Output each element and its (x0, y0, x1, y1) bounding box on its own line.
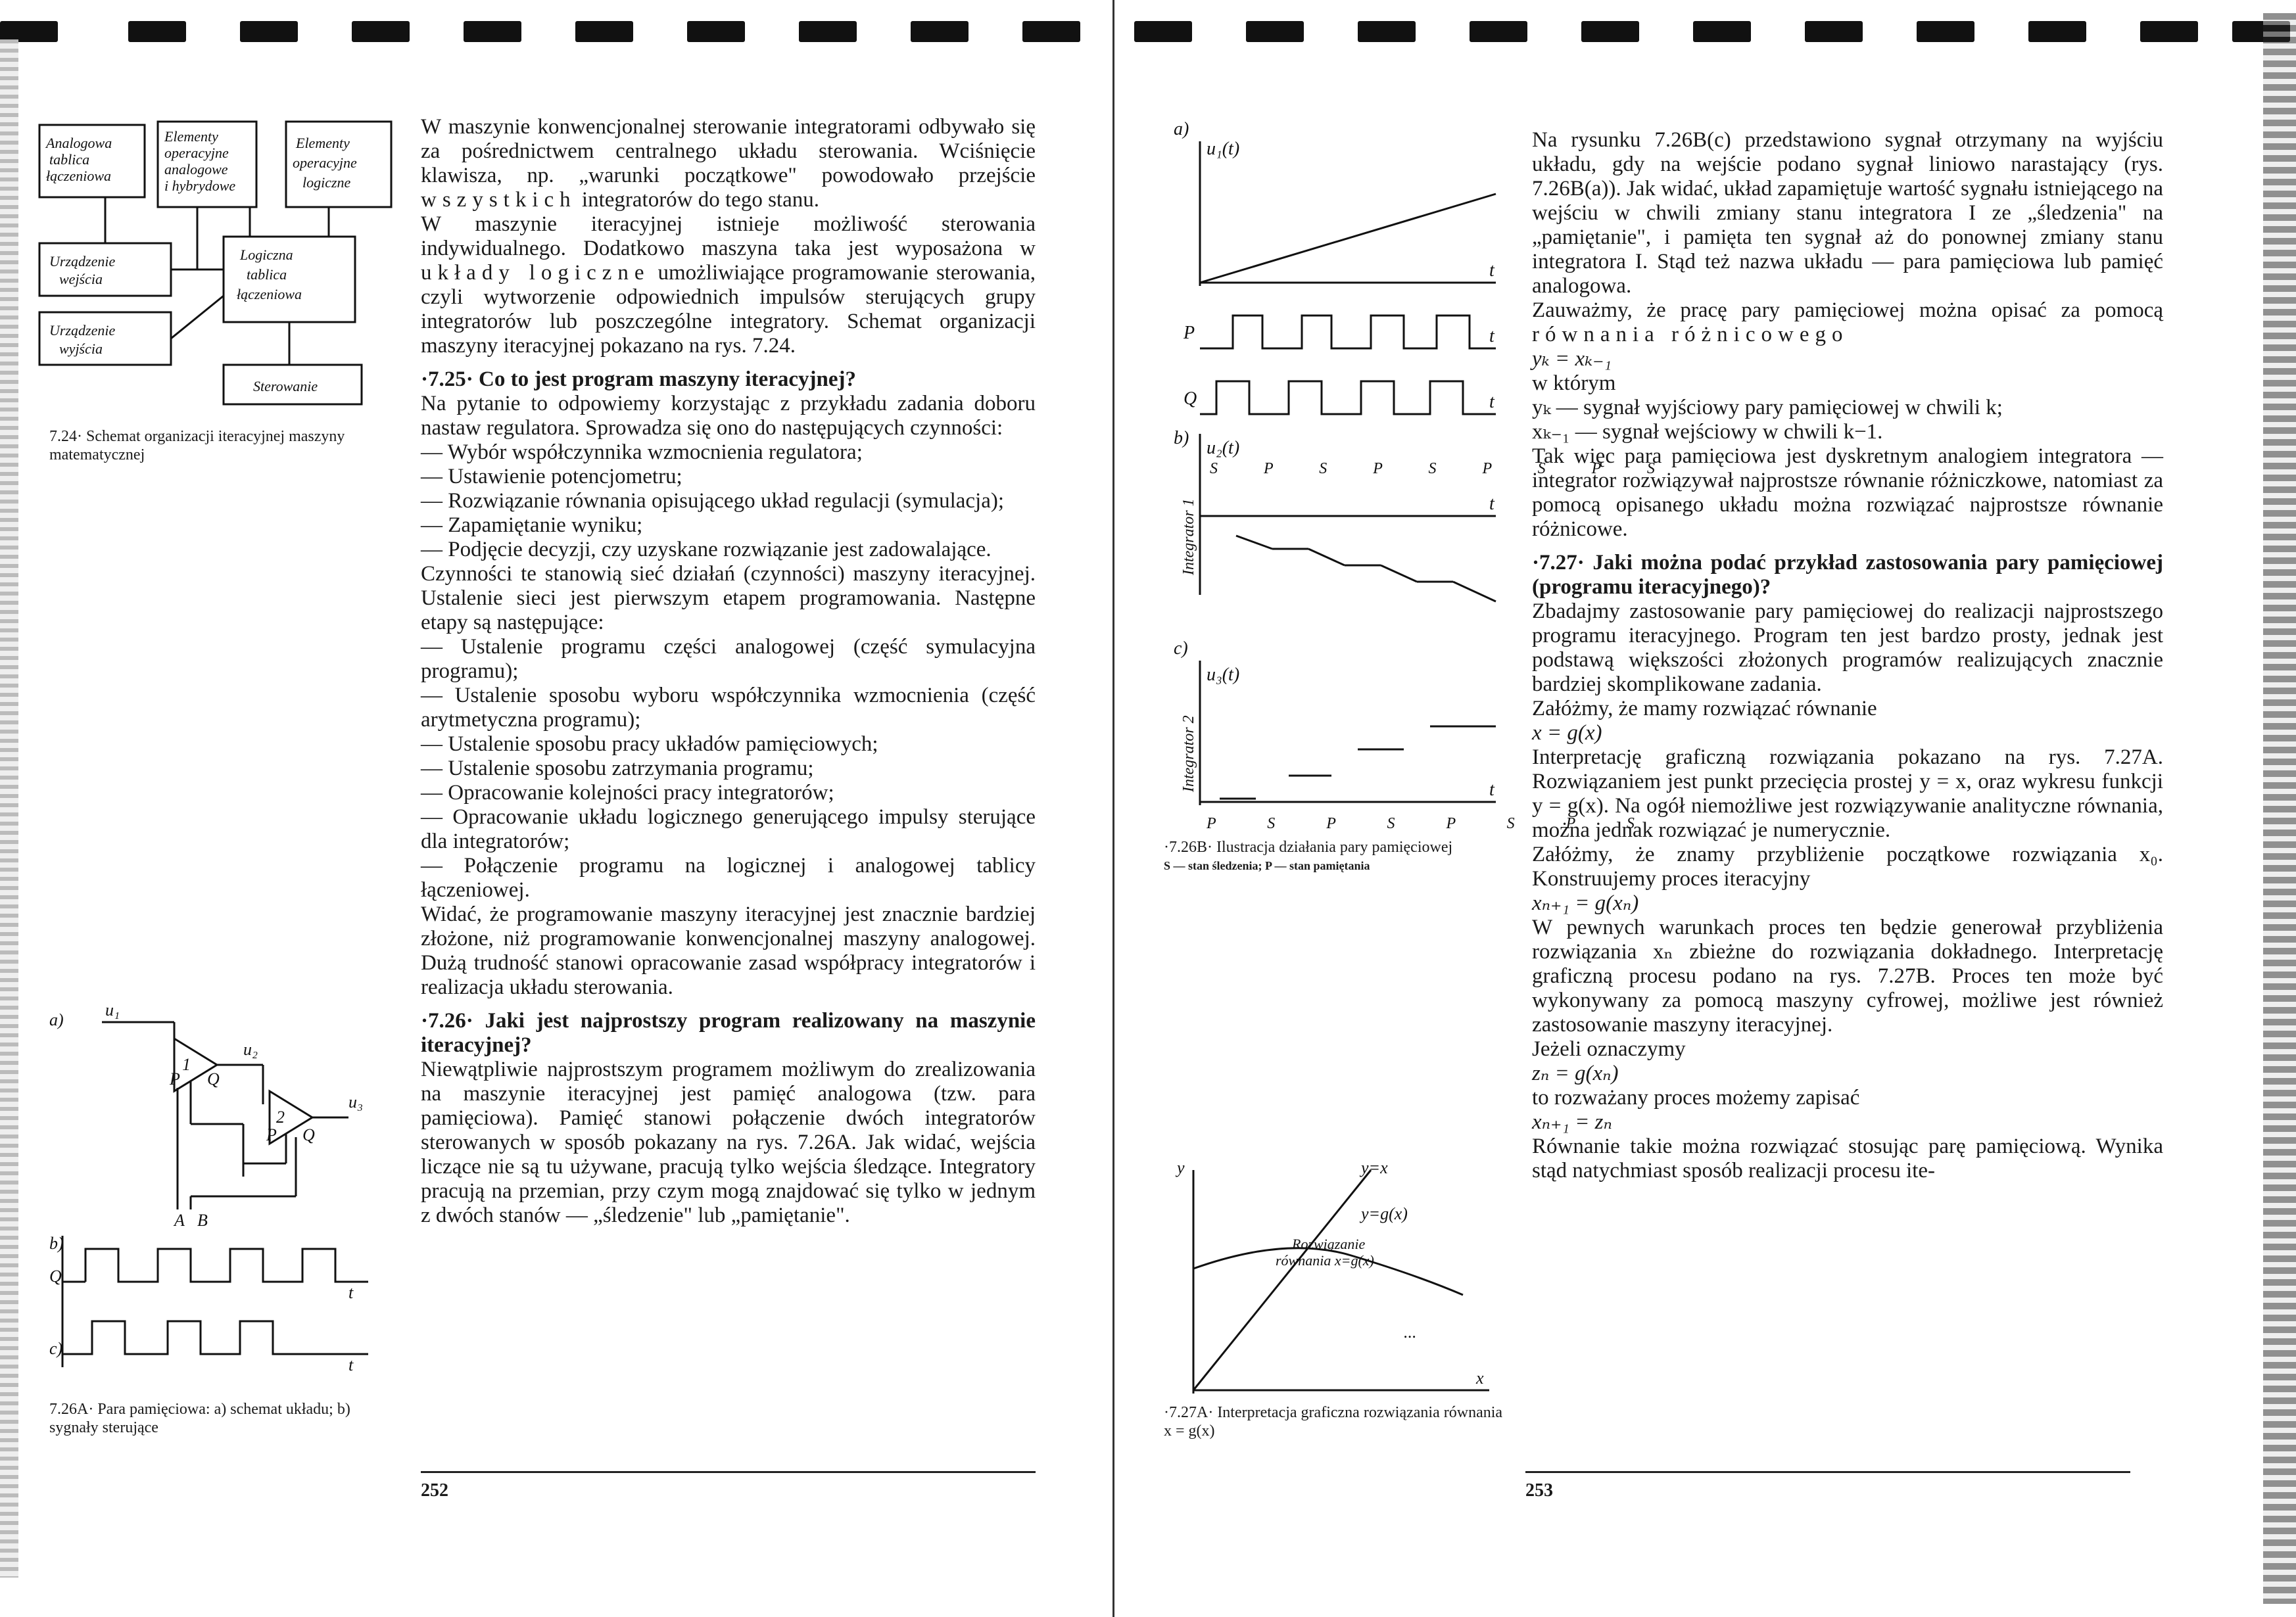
svg-text:t: t (1489, 260, 1495, 281)
question-7-27: ·7.27· Jaki można podać przykład zastosowania pary pamięciowej (programu iteracyjnego)? (1532, 551, 2163, 599)
left-text-column: W maszynie konwencjonalnej sterowanie integratorami odbywało się za pośrednictwem centralnego układu sterowania. Wciśnięcie klawisza, np. „warunki początkowe" powodowało przejście wszystkich integratorów do tego stanu. W maszynie iteracyjnej istnieje możliwość sterowania indywidualnego. Dodatkowo maszyna taka jest wyposażona w układy logiczne umożliwiające programowanie sterowania, czyli wytworzenie odpowiednich impulsów sterujących grupy integratorów lub poszczególne integratory. Schemat organizacji maszyny iteracyjnej pokazano na rys. 7.24. ·7.25· Co to jest program maszyny iteracyjnej? Na pytanie to odpowiemy korzystając z przykładu zadania doboru nastaw regulatora. Sprowadza się ono do następujących czynności: — Wybór współczynnika wzmocnienia regulatora; — Ustawienie potencjometru; — Rozwiązanie równania opisującego układ regulacji (symulacja); — Zapamiętanie wyniku; — Podjęcie decyzji, czy uzyskane rozwiązanie jest zadowalające. Czynności te stanowią sieć działań (czynności) maszyny iteracyjnej. Ustalenie sieci jest pierwszym etapem programowania. Następne etapy są następujące: — Ustalenie programu części analogowej (część symulacyjna programu); — Ustalenie sposobu wyboru współczynnika wzmocnienia (część arytmetyczna programu); — Ustalenie sposobu pracy układów pamięciowych; — Ustalenie sposobu zatrzymania programu; — Opracowanie kolejności pracy integratorów; — Opracowanie układu logicznego generującego impulsy sterujące dla integratorów; — Połączenie programu na logicznej i analogowej tablicy łączeniowej. Widać, że programowanie maszyny iteracyjnej jest znacznie bardziej złożone, niż programowanie konwencjonalnej maszyny analogowej. Dużą trudność stanowi opracowanie zasad współpracy integratorów i realizacja układu sterowania. ·7.26· Jaki jest najprostszy program realizowany na maszynie iteracyjnej? Niewątpliwie najprostszym programem możliwym do zrealizowania na maszynie iteracyjnej jest pamięć analogowa (tzw. para pamięciowa). Pamięć stanowi połączenie dwóch integratorów sterowanych w sposób pokazany na rys. 7.26A. Jak widać, wejścia liczące nie są tu używane, pracują tylko wejścia śledzące. Integratory pracują na przemian, przy czym mogą znajdować się tylko w jednym z dwóch stanów — „śledzenie" lub „pamiętanie". (421, 115, 1036, 1227)
svg-text:b): b) (1174, 428, 1189, 448)
diagram-box-4: Urządzenie (49, 253, 116, 270)
svg-text:c): c) (49, 1339, 63, 1358)
svg-text:P: P (170, 1069, 180, 1089)
svg-text:c): c) (1174, 638, 1188, 659)
caption-7-24: 7.24· Schemat organizacji iteracyjnej maszyny matematycznej (49, 428, 345, 463)
svg-text:t: t (1489, 494, 1495, 514)
svg-text:Rozwiązanie: Rozwiązanie (1292, 1236, 1366, 1252)
page-number-right: 253 (1525, 1480, 1553, 1501)
svg-text:Q: Q (1184, 388, 1197, 409)
svg-text:...: ... (1404, 1323, 1417, 1342)
svg-text:Integrator 2: Integrator 2 (1180, 715, 1197, 792)
svg-text:analogowe: analogowe (164, 161, 228, 177)
diagram-box-1: Analogowa (46, 135, 112, 151)
svg-text:i hybrydowe: i hybrydowe (164, 177, 236, 194)
svg-text:operacyjne: operacyjne (164, 145, 229, 161)
left-footer-rule (421, 1471, 1036, 1473)
svg-text:y=g(x): y=g(x) (1361, 1204, 1408, 1223)
svg-text:Q: Q (302, 1125, 315, 1144)
block-diagram-7-24 (26, 112, 395, 414)
svg-text:tablica: tablica (49, 151, 90, 168)
svg-text:t: t (348, 1283, 354, 1302)
caption-7-26b: ·7.26B· Ilustracja działania pary pamięciowej S — stan śledzenia; P — stan pamiętania (1164, 839, 1453, 872)
right-footer-rule (1525, 1471, 2130, 1473)
svg-text:b): b) (49, 1234, 64, 1253)
svg-text:Integrator 1: Integrator 1 (1180, 498, 1197, 575)
svg-text:S P S P S P S P S: S P S P S P S P S (1210, 460, 1676, 477)
gutter-line (1112, 0, 1114, 1617)
svg-text:u₃(t): u₃(t) (1207, 665, 1240, 685)
svg-text:wejścia: wejścia (59, 271, 103, 287)
circuit-7-26a (26, 999, 395, 1394)
caption-7-27a: ·7.27A· Interpretacja graficzna rozwiązania równania x = g(x) (1164, 1404, 1503, 1440)
page-number-left: 252 (421, 1480, 448, 1501)
svg-text:1: 1 (182, 1055, 191, 1074)
svg-text:operacyjne: operacyjne (293, 154, 357, 171)
diagram-box-5: Logiczna (240, 246, 293, 263)
diagram-box-6: Urządzenie (49, 322, 116, 339)
svg-text:P: P (266, 1125, 277, 1144)
svg-text:logiczne: logiczne (302, 174, 351, 191)
question-7-25: ·7.25· Co to jest program maszyny iteracyjnej? (421, 367, 856, 391)
svg-text:P: P (1184, 323, 1195, 343)
svg-text:łączeniowa: łączeniowa (237, 286, 302, 302)
svg-text:a): a) (49, 1010, 64, 1029)
svg-text:2: 2 (276, 1108, 285, 1127)
svg-text:a): a) (1174, 119, 1189, 139)
binding-tape (0, 21, 2296, 42)
svg-text:B: B (197, 1211, 208, 1230)
svg-text:tablica: tablica (247, 266, 287, 283)
svg-text:y=x: y=x (1361, 1158, 1388, 1177)
svg-text:A: A (174, 1211, 185, 1230)
svg-text:x: x (1476, 1369, 1484, 1388)
right-text-column: Na rysunku 7.26B(c) przedstawiono sygnał otrzymany na wyjściu układu, gdy na wejście podano sygnał liniowo narastający (rys. 7.26B(a)). Jak widać, układ zapamiętuje wartość sygnału istniejącego na wejściu w chwili zmiany stanu integratora I ze „śledzenia" na „pamiętanie", i pamięta ten sygnał aż do ponownej zmiany stanu integratora I. Stąd też nazwa układu — para pamięciowa lub pamięć analogowa. Zauważmy, że pracę pary pamięciowej można opisać za pomocą równania różnicowego yₖ = xₖ₋₁ w którym yₖ — sygnał wyjściowy pary pamięciowej w chwili k; xₖ₋₁ — sygnał wejściowy w chwili k−1. Tak więc para pamięciowa jest dyskretnym analogiem integratora — integrator rozwiązywał najprostsze równanie różniczkowe, natomiast za pomocą opisanego układu można rozwiązać najprostsze równanie różnicowe. ·7.27· Jaki można podać przykład zastosowania pary pamięciowej (programu iteracyjnego)? Zbadajmy zastosowanie pary pamięciowej do realizacji najprostszego programu iteracyjnego. Program ten jest bardzo prosty, jednak jest podstawą większości złożonych programów realizujących znacznie bardziej skomplikowane zadania. Załóżmy, że mamy rozwiązać równanie x = g(x) Interpretację graficzną rozwiązania pokazano na rys. 7.27A. Rozwiązaniem jest punkt przecięcia prostej y = x, oraz wykresu funkcji y = g(x). Na ogół niemożliwe jest rozwiązywanie analityczne równania, można jednak rozwiązać je numerycznie. Załóżmy, że znamy przybliżenie początkowe rozwiązania x₀. Konstruujemy proces iteracyjny xₙ₊₁ = g(xₙ) W pewnych warunkach proces ten będzie generował przybliżenia rozwiązania xₙ zbieżne do rozwiązania dokładnego. Interpretację graficzną procesu podano na rys. 7.27B. Proces ten może być wykonywany za pomocą maszyny cyfrowej, możliwe jest również zastosowanie maszyny iteracyjnej. Jeżeli oznaczymy zₙ = g(xₙ) to rozważany proces możemy zapisać xₙ₊₁ = zₙ Równanie takie można rozwiązać stosując parę pamięciową. Wynika stąd natychmiast sposób realizacji procesu ite- (1532, 128, 2163, 1183)
svg-text:u₂(t): u₂(t) (1207, 438, 1240, 458)
diagram-box-7: Sterowanie (253, 378, 318, 394)
svg-text:u₂: u₂ (243, 1040, 258, 1059)
svg-text:równania x=g(x): równania x=g(x) (1276, 1252, 1374, 1269)
svg-text:Q: Q (49, 1267, 62, 1286)
figure-7-26b (1154, 115, 1676, 864)
svg-text:t: t (1489, 392, 1495, 412)
svg-text:t: t (1489, 780, 1495, 800)
question-7-26: ·7.26· Jaki jest najprostszy program realizowany na maszynie iteracyjnej? (421, 1009, 1036, 1057)
diagram-box-3: Elementy (296, 135, 350, 151)
svg-text:y: y (1177, 1158, 1185, 1177)
caption-7-26a: 7.26A· Para pamięciowa: a) schemat układu; b) sygnały sterujące (49, 1401, 350, 1436)
figure-7-27a (1154, 1157, 1502, 1413)
left-page-edge (0, 39, 18, 1578)
svg-text:t: t (1489, 326, 1495, 346)
right-page-edge (2263, 13, 2296, 1604)
svg-text:u₃: u₃ (348, 1092, 364, 1112)
diagram-box-2: Elementy (164, 128, 218, 145)
svg-text:u₁(t): u₁(t) (1207, 139, 1240, 159)
svg-text:t: t (348, 1355, 354, 1374)
svg-text:wyjścia: wyjścia (59, 340, 103, 357)
svg-text:łączeniowa: łączeniowa (46, 168, 111, 184)
svg-text:u₁: u₁ (105, 1000, 120, 1019)
svg-text:Q: Q (207, 1069, 220, 1089)
svg-text:P S P S P S P S: P S P S P S P S (1207, 815, 1658, 832)
